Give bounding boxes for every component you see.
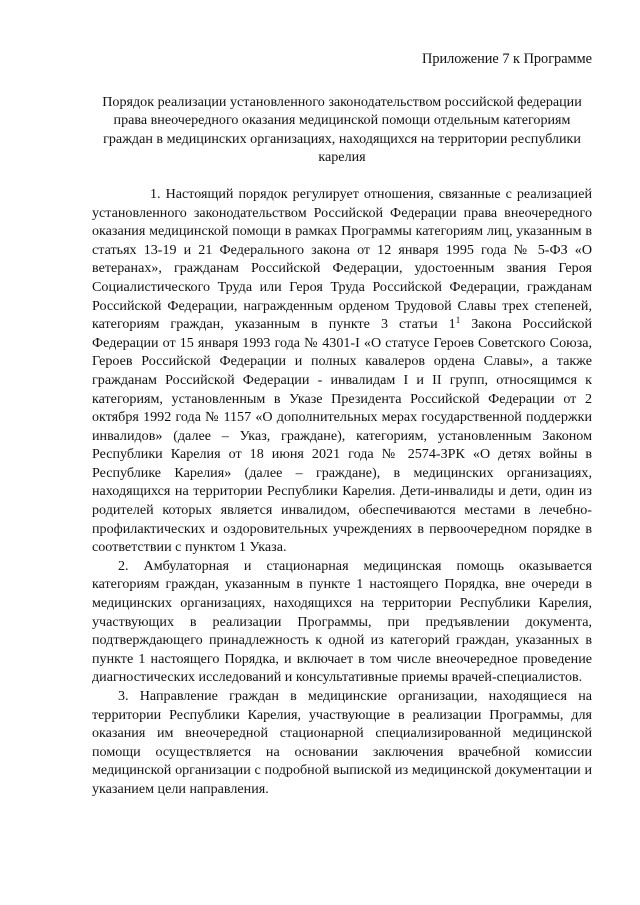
footnote-superscript: 1 xyxy=(455,315,461,326)
title-heading: Порядок xyxy=(102,93,155,110)
title-subheading: реализации установленного законодательством российской федерации права внеочередного оказания медицинской помощи отдельным категориям граждан в медицинских организациях, находящихся на территории республики карелия xyxy=(103,93,582,166)
paragraph-3: 3. Направление граждан в медицинские организации, находящиеся на территории Республики Карелия, участвующие в реализации Программы, для оказания им внеочередной стационарной специализированной медицинской помощи осуществляется на основании заключения врачебной комиссии медицинской организации с подробной выпиской из медицинской документации и указанием цели направления. xyxy=(92,688,592,797)
paragraph-1 xyxy=(92,185,592,557)
paragraph-1-text-b: Закона Российской Федерации от 15 января 1993 года № 4301-I «О статусе Героев Советского Союза, Героев Российской Федерации и полных кавалеров ордена Славы», а также гражданам Российской Федерации - инвалидам I и II групп, относящимся к категориям, установленным в Указе Президента Российской Федерации от 2 октября 1992 года № 1157 «О дополнительных мерах государственной поддержки инвалидов» (далее – Указ, граждане), категориям, установленным Законом Республики Карелия от 18 июня 2021 года № 2574-ЗРК «О детях войны в Республике Карелия» (далее – граждане), в медицинских организациях, находящихся на территории Республики Карелия. Дети-инвалиды и дети, один из родителей которых является инвалидом, обеспечиваются местами в лечебно-профилактических и оздоровительных учреждениях в первоочередном порядке в соответствии с пунктом 1 Указа. xyxy=(92,316,593,556)
paragraph-2: 2. Амбулаторная и стационарная медицинская помощь оказывается категориям граждан, указанным в пункте 1 настоящего Порядка, вне очереди в медицинских организациях, находящихся на территории Республики Карелия, участвующих в реализации Программы, при предъявлении документа, подтверждающего принадлежность к одной из категорий граждан, указанных в пункте 1 настоящего Порядка, и включает в том числе внеочередное проведение диагностических исследований и консультативные приемы врачей-специалистов. xyxy=(92,557,592,686)
paragraph-1-text-a: 1. Настоящий порядок регулирует отношения, связанные с реализацией установленного законодательством Российской Федерации права внеочередного оказания медицинской помощи в рамках Программы категориям лиц, указанным в статьях 13-19 и 21 Федерального закона от 12 января 1995 года № 5-ФЗ «О ветеранах», гражданам Российской Федерации, удостоенным звания Героя Социалистического Труда или Героя Труда Российской Федерации, гражданам Российской Федерации, награжденным орденом Трудовой Славы трех степеней, категориям граждан, указанным в пункте 3 статьи 1 xyxy=(92,185,592,333)
appendix-label: Приложение 7 к Программе xyxy=(422,51,592,67)
document-title xyxy=(92,93,592,167)
